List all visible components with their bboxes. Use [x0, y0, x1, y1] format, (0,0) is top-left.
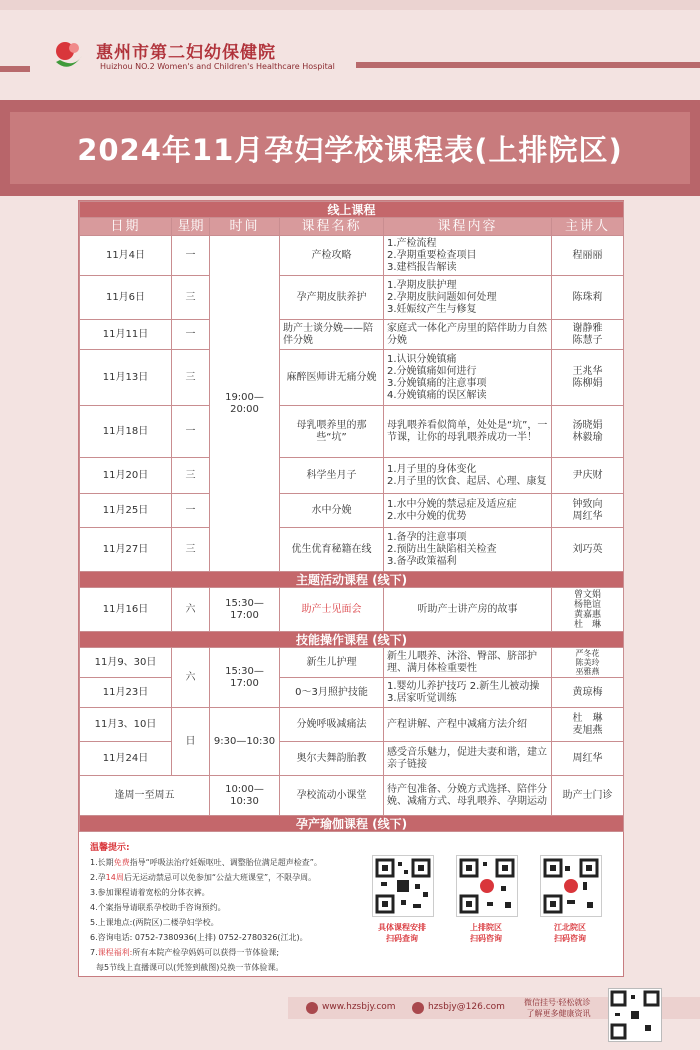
row-speaker: 钟致向 周红华 [552, 494, 624, 528]
row-course-content: 母乳喂养看似简单，处处是“坑”，一节课，让你的母乳喂养成功一半！ [384, 406, 552, 458]
row-speaker: 谢静雅 陈慧子 [552, 320, 624, 350]
row-course-name: 助产士见面会 [280, 588, 384, 632]
header-speaker: 主讲人 [552, 218, 624, 236]
row-date: 11月27日 [80, 528, 172, 572]
tip-line: 每5节线上直播课可以(凭签到截图)兑换一节体验课。 [96, 963, 284, 972]
row-weekday: 三 [172, 276, 210, 320]
row-date: 11月4日 [80, 236, 172, 276]
qr-code-icon[interactable] [540, 855, 602, 917]
online-time: 19:00—20:00 [210, 236, 280, 572]
row-date: 11月3、10日 [80, 708, 172, 742]
row-weekday: 日 [172, 708, 210, 776]
row-course-content: 1.水中分娩的禁忌症及适应症 2.水中分娩的优势 [384, 494, 552, 528]
row-time: 15:30—17:00 [210, 588, 280, 632]
tip-line: 4.个案指导请联系孕校助手咨询预约。 [90, 903, 226, 912]
tip-line: 7.课程福利:所有本院产检孕妈妈可以获得一节体验课; [90, 948, 280, 957]
section-online: 线上课程 [80, 202, 624, 218]
row-speaker: 陈珠莉 [552, 276, 624, 320]
table-header [80, 218, 624, 236]
row-speaker: 助产士门诊 [552, 776, 624, 816]
section-theme: 主题活动课程 (线下) [80, 572, 624, 588]
row-course-content: 1.备孕的注意事项 2.预防出生缺陷相关检查 3.备孕政策福利 [384, 528, 552, 572]
row-weekday: 三 [172, 458, 210, 494]
row-weekday: 一 [172, 406, 210, 458]
header [0, 8, 700, 88]
row-course-name: 孕校流动小课堂 [280, 776, 384, 816]
tips-block [80, 840, 380, 975]
header-weekday: 星期 [172, 218, 210, 236]
row-course-name: 0～3月照护技能 [280, 678, 384, 708]
table-row [80, 708, 624, 742]
row-course-name: 科学坐月子 [280, 458, 384, 494]
hospital-name-cn: 惠州市第二妇幼保健院 [96, 43, 276, 63]
header-divider [356, 62, 700, 68]
row-speaker: 周红华 [552, 742, 624, 776]
qr-label-jiangbei: 江北院区 扫码咨询 [554, 923, 586, 943]
row-weekday: 三 [172, 350, 210, 406]
qr-label-shangpai: 上排院区 扫码咨询 [470, 923, 502, 943]
title-box [10, 112, 690, 184]
table-row [80, 276, 624, 320]
row-date: 11月6日 [80, 276, 172, 320]
row-date: 11月24日 [80, 742, 172, 776]
table-row [80, 678, 624, 708]
footer-qr-code-icon[interactable] [608, 988, 662, 1042]
row-speaker: 曾文娟 杨艳谊 黄嘉惠 杜 琳 [552, 588, 624, 632]
table-row [80, 776, 624, 816]
table-row [80, 588, 624, 632]
web-icon [306, 1002, 318, 1014]
row-weekday: 一 [172, 320, 210, 350]
qr-code-icon[interactable] [456, 855, 518, 917]
page-title: 2024年11月孕妇学校课程表(上排院区) [77, 132, 623, 167]
row-speaker: 黄琼梅 [552, 678, 624, 708]
row-course-content: 新生儿喂养、沐浴、臀部、脐部护理、满月体检重要性 [384, 648, 552, 678]
row-time: 10:00—10:30 [210, 776, 280, 816]
row-speaker: 程丽丽 [552, 236, 624, 276]
schedule-table [79, 201, 624, 832]
row-date: 11月13日 [80, 350, 172, 406]
row-course-content: 1.产检流程 2.孕期重要检查项目 3.建档报告解读 [384, 236, 552, 276]
row-course-name: 分娩呼吸减痛法 [280, 708, 384, 742]
row-date: 逢周一至周五 [80, 776, 210, 816]
row-course-content: 1.月子里的身体变化 2.月子里的饮食、起居、心理、康复 [384, 458, 552, 494]
row-time: 9:30—10:30 [210, 708, 280, 776]
email-icon [412, 1002, 424, 1014]
tips-title: 温馨提示: [90, 843, 130, 853]
table-row [80, 494, 624, 528]
qr-label-schedule: 具体课程安排 扫码查询 [378, 923, 426, 943]
row-course-name: 优生优育秘籍在线 [280, 528, 384, 572]
table-row [80, 320, 624, 350]
row-course-name: 奥尔夫舞韵胎教 [280, 742, 384, 776]
footer-email[interactable]: hzsbjy@126.com [428, 1002, 505, 1012]
row-speaker: 刘巧英 [552, 528, 624, 572]
row-weekday: 六 [172, 588, 210, 632]
row-date: 11月11日 [80, 320, 172, 350]
table-row [80, 406, 624, 458]
table-row [80, 458, 624, 494]
row-speaker: 尹庆财 [552, 458, 624, 494]
row-course-name: 母乳喂养里的那些“坑” [280, 406, 384, 458]
table-row [80, 350, 624, 406]
row-course-name: 水中分娩 [280, 494, 384, 528]
row-course-content: 听助产士讲产房的故事 [384, 588, 552, 632]
table-row [80, 742, 624, 776]
footer-note: 微信挂号·轻松就诊 了解更多健康资讯 [524, 998, 591, 1018]
row-speaker: 汤晓娟 林毅瑜 [552, 406, 624, 458]
tip-line: 6.咨询电话: 0752-7380936(上排) 0752-2780326(江北)。 [90, 933, 308, 942]
footer-website[interactable]: www.hzsbjy.com [322, 1002, 396, 1012]
row-speaker: 严冬花 陈美玲 巫雅燕 [552, 648, 624, 678]
table-row [80, 236, 624, 276]
table-row [80, 648, 624, 678]
row-date: 11月18日 [80, 406, 172, 458]
row-course-content: 待产包准备、分娩方式选择、陪伴分娩、减痛方式、母乳喂养、孕期运动 [384, 776, 552, 816]
header-divider-left [0, 66, 30, 72]
qr-code-icon[interactable] [372, 855, 434, 917]
row-time: 15:30—17:00 [210, 648, 280, 708]
row-course-content: 1.婴幼儿养护技巧 2.新生儿被动操 3.居家听觉训练 [384, 678, 552, 708]
tip-line: 5.上课地点:(两院区)二楼孕妇学校。 [90, 918, 219, 927]
tip-line: 1.长期免费指导“呼吸法治疗妊娠呕吐、调整胎位满足超声检查”。 [90, 858, 322, 867]
section-yoga: 孕产瑜伽课程 (线下) [80, 816, 624, 832]
hospital-name-en: Huizhou NO.2 Women's and Children's Healthcare Hospital [100, 62, 335, 71]
row-course-name: 新生儿护理 [280, 648, 384, 678]
row-course-name: 麻醉医师讲无痛分娩 [280, 350, 384, 406]
row-course-content: 1.认识分娩镇痛 2.分娩镇痛如何进行 3.分娩镇痛的注意事项 4.分娩镇痛的误区解读 [384, 350, 552, 406]
row-course-content: 1.孕期皮肤护理 2.孕期皮肤问题如何处理 3.妊娠纹产生与修复 [384, 276, 552, 320]
row-date: 11月16日 [80, 588, 172, 632]
row-course-content: 感受音乐魅力，促进夫妻和谐，建立亲子链接 [384, 742, 552, 776]
row-date: 11月25日 [80, 494, 172, 528]
hospital-logo-icon [52, 38, 86, 72]
tip-line: 2.孕14周后无运动禁忌可以免参加“公益大班课堂”，不限孕周。 [90, 873, 317, 882]
row-date: 11月9、30日 [80, 648, 172, 678]
row-weekday: 一 [172, 236, 210, 276]
row-course-content: 产程讲解、产程中减痛方法介绍 [384, 708, 552, 742]
row-date: 11月23日 [80, 678, 172, 708]
header-course-content: 课程内容 [384, 218, 552, 236]
table-row [80, 528, 624, 572]
row-course-name: 助产士谈分娩——陪伴分娩 [280, 320, 384, 350]
header-course-name: 课程名称 [280, 218, 384, 236]
row-course-name: 孕产期皮肤养护 [280, 276, 384, 320]
row-speaker: 王兆华 陈柳娟 [552, 350, 624, 406]
header-date: 日期 [80, 218, 172, 236]
row-date: 11月20日 [80, 458, 172, 494]
row-course-name: 产检攻略 [280, 236, 384, 276]
tip-line: 3.参加课程请着宽松的分体衣裤。 [90, 888, 210, 897]
row-speaker: 杜 琳 麦旭燕 [552, 708, 624, 742]
header-time: 时间 [210, 218, 280, 236]
row-course-content: 家庭式一体化产房里的陪伴助力自然分娩 [384, 320, 552, 350]
row-weekday: 六 [172, 648, 210, 708]
row-weekday: 一 [172, 494, 210, 528]
row-weekday: 三 [172, 528, 210, 572]
section-skill: 技能操作课程 (线下) [80, 632, 624, 648]
